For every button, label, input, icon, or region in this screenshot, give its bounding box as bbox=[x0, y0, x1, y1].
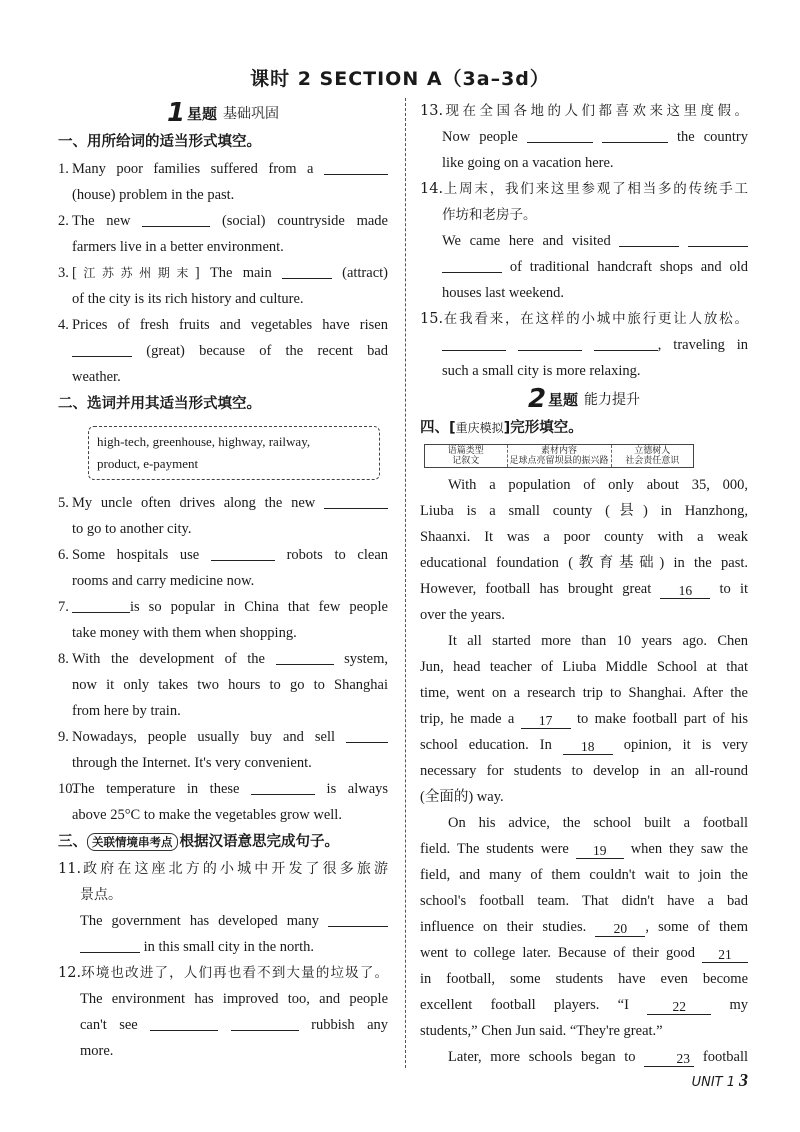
q11-text: The government has developed many bbox=[80, 913, 319, 929]
column-divider bbox=[405, 98, 406, 1068]
q12-num: 12. bbox=[58, 965, 82, 981]
meta-type bbox=[425, 445, 508, 467]
passage-line bbox=[420, 836, 748, 862]
q4-line2 bbox=[58, 338, 388, 364]
answer-blank[interactable] bbox=[231, 1015, 299, 1031]
q1-line2 bbox=[58, 182, 388, 208]
cloze-blank-18[interactable]: 18 bbox=[563, 739, 613, 755]
passage-text: excellent football players. “I bbox=[420, 997, 629, 1013]
q12-line2: The environment has improved too, and people bbox=[80, 991, 388, 1007]
q15-line2 bbox=[420, 332, 748, 358]
passage-line: students,” Chen Jun said. “They're great.” bbox=[420, 1023, 663, 1039]
passage-line bbox=[420, 732, 748, 758]
q7-line1 bbox=[58, 594, 388, 620]
q11-line4 bbox=[58, 934, 388, 960]
passage-text: trip, he made a bbox=[420, 711, 515, 727]
passage-line: in football, some students have even become bbox=[420, 971, 748, 987]
q4-hint: (great) bbox=[146, 343, 185, 359]
q1-text: Many poor families suffered from a bbox=[72, 161, 314, 177]
answer-blank[interactable] bbox=[282, 263, 332, 279]
q5-line1 bbox=[58, 490, 388, 516]
q11-line1 bbox=[58, 856, 388, 882]
q8-num: 8. bbox=[58, 651, 69, 667]
cloze-blank-20[interactable]: 20 bbox=[595, 921, 645, 937]
answer-blank[interactable] bbox=[442, 335, 506, 351]
context-tag: 关联情境串考点 bbox=[87, 833, 178, 851]
passage-line: With a population of only about 35, 000, bbox=[448, 477, 748, 493]
q7-text: is so popular in China that few people bbox=[130, 599, 388, 615]
q11-text-b: in this small city in the north. bbox=[143, 939, 314, 955]
cloze-blank-16[interactable]: 16 bbox=[660, 583, 710, 599]
passage-line: necessary for students to develop in an all-round bbox=[420, 763, 748, 779]
meta-label: 素材内容 bbox=[541, 446, 578, 456]
q7-line2: take money with them when shopping. bbox=[72, 625, 297, 641]
q13-num: 13. bbox=[420, 103, 444, 119]
meta-value: 社会责任意识 bbox=[625, 456, 680, 466]
q14-chinese: 上周末，我们来这里参观了相当多的传统手工 bbox=[442, 181, 748, 197]
q14-text-b: of traditional handcraft shops and old bbox=[509, 259, 749, 275]
passage-text: my bbox=[729, 997, 749, 1013]
passage-line: (全面的) way. bbox=[420, 789, 504, 805]
word-bank-line1: high-tech, greenhouse, highway, railway, bbox=[97, 434, 311, 449]
q15-num: 15. bbox=[420, 311, 444, 327]
left-column bbox=[58, 98, 388, 1064]
q4-line1 bbox=[58, 312, 388, 338]
answer-blank[interactable] bbox=[276, 649, 334, 665]
q14-text: We came here and visited bbox=[442, 233, 611, 249]
q10-text: The temperature in these bbox=[72, 781, 240, 797]
star-number: 2 bbox=[527, 384, 547, 414]
unit-label: UNIT 1 bbox=[691, 1075, 735, 1090]
q2-text: The new bbox=[72, 213, 131, 229]
q12-text-c: rubbish any bbox=[311, 1017, 389, 1033]
passage-text: when they saw the bbox=[630, 841, 749, 857]
q15-line3: such a small city is more relaxing. bbox=[442, 363, 641, 379]
meta-value-type bbox=[612, 445, 694, 467]
q12-line3 bbox=[58, 1012, 388, 1038]
q8-text: With the development of the bbox=[72, 651, 265, 667]
q11-line3 bbox=[58, 908, 388, 934]
section-heading-3 bbox=[58, 828, 388, 856]
q8-line3: from here by train. bbox=[72, 703, 181, 719]
q13-line1 bbox=[420, 98, 748, 124]
star-sub: 能力提升 bbox=[584, 392, 641, 408]
q2-text-b: countryside made bbox=[277, 213, 388, 229]
q5-line2: to go to another city. bbox=[72, 521, 192, 537]
q7-num: 7. bbox=[58, 599, 69, 615]
q15-line1 bbox=[420, 306, 748, 332]
section-heading-2: 二、选词并用其适当形式填空。 bbox=[58, 396, 261, 412]
section-title: 根据汉语意思完成句子。 bbox=[179, 834, 339, 850]
answer-blank[interactable] bbox=[518, 335, 582, 351]
answer-blank[interactable] bbox=[211, 545, 275, 561]
passage-line bbox=[420, 706, 748, 732]
passage-text: Later, more schools began to bbox=[448, 1049, 636, 1065]
section-heading-1: 一、用所给词的适当形式填空。 bbox=[58, 134, 261, 150]
q15-text: , traveling in bbox=[657, 337, 748, 353]
passage-line: educational foundation (教育基础) in the past. bbox=[420, 555, 748, 571]
passage-line bbox=[420, 940, 748, 966]
answer-blank[interactable] bbox=[688, 231, 748, 247]
passage-text: field. The students were bbox=[420, 841, 569, 857]
passage-text: However, football has brought great bbox=[420, 581, 652, 597]
cloze-blank-21[interactable]: 21 bbox=[702, 947, 748, 963]
q6-text: Some hospitals use bbox=[72, 547, 200, 563]
answer-blank[interactable] bbox=[328, 911, 388, 927]
answer-blank[interactable] bbox=[150, 1015, 218, 1031]
section-title: 完形填空。 bbox=[510, 420, 583, 436]
q6-num: 6. bbox=[58, 547, 69, 563]
q12-line1 bbox=[58, 960, 388, 986]
answer-blank[interactable] bbox=[72, 341, 132, 357]
q5-num: 5. bbox=[58, 495, 69, 511]
star-level-2-heading bbox=[420, 384, 748, 414]
answer-blank[interactable] bbox=[142, 211, 210, 227]
q9-line1 bbox=[58, 724, 388, 750]
q1-line1 bbox=[58, 156, 388, 182]
passage-line: school's football team. That didn't have a bad bbox=[420, 893, 748, 909]
q11-line2: 景点。 bbox=[80, 887, 122, 903]
passage-meta-table bbox=[424, 444, 694, 468]
q14-line2: 作坊和老房子。 bbox=[442, 207, 537, 223]
passage-line: Shaanxi. It was a poor county with a weak bbox=[420, 529, 748, 545]
passage-text: went to college later. Because of their good bbox=[420, 945, 695, 961]
answer-blank[interactable] bbox=[527, 127, 593, 143]
star-label: 星题 bbox=[187, 104, 218, 123]
q13-line3: like going on a vacation here. bbox=[442, 155, 614, 171]
page-title: 课时 2 SECTION A（3a–3d） bbox=[250, 68, 550, 90]
q1-num: 1. bbox=[58, 161, 69, 177]
q6-line2: rooms and carry medicine now. bbox=[72, 573, 255, 589]
q12-text-b: can't see bbox=[80, 1017, 138, 1033]
q13-chinese: 现在全国各地的人们都喜欢来这里度假。 bbox=[442, 103, 748, 119]
q8-line2: now it only takes two hours to go to Shanghai bbox=[72, 677, 388, 693]
page-footer bbox=[692, 1070, 748, 1091]
q14-line3 bbox=[420, 228, 748, 254]
passage-line bbox=[420, 992, 748, 1018]
section-prefix: 三、 bbox=[58, 834, 87, 850]
q4-text-b: because of the recent bad bbox=[199, 343, 389, 359]
q12-line4: more. bbox=[80, 1043, 114, 1059]
star-number: 1 bbox=[166, 98, 186, 128]
q9-text: Nowadays, people usually buy and sell bbox=[72, 729, 336, 745]
q13-text-b: the country bbox=[676, 129, 749, 145]
q10-num: 10. bbox=[58, 781, 77, 797]
star-label: 星题 bbox=[548, 390, 579, 409]
q14-num: 14. bbox=[420, 181, 444, 197]
q10-line1 bbox=[58, 776, 388, 802]
meta-content bbox=[508, 445, 612, 467]
section-heading-4: 四、[重庆模拟]完形填空。 bbox=[420, 420, 583, 436]
passage-line: time, went on a research trip to Shanghai. After the bbox=[420, 685, 748, 701]
q6-text-b: robots to clean bbox=[286, 547, 389, 563]
q15-chinese: 在我看来，在这样的小城中旅行更让人放松。 bbox=[442, 311, 748, 327]
passage-line: field, and many of them couldn't wait to join the bbox=[420, 867, 748, 883]
q1-text2: problem in the past. bbox=[119, 187, 235, 203]
meta-label: 立德树人 bbox=[634, 446, 671, 456]
q4-num: 4. bbox=[58, 317, 69, 333]
cloze-blank-22[interactable]: 22 bbox=[647, 999, 711, 1015]
q6-line1 bbox=[58, 542, 388, 568]
passage-text: influence on their studies. bbox=[420, 919, 587, 935]
right-column bbox=[420, 98, 748, 1070]
star-sub: 基础巩固 bbox=[223, 106, 280, 122]
answer-blank[interactable] bbox=[442, 257, 502, 273]
q13-text: Now people bbox=[442, 129, 518, 145]
passage-text: opinion, it is very bbox=[623, 737, 748, 753]
q2-hint: (social) bbox=[221, 213, 266, 229]
q14-line4 bbox=[420, 254, 748, 280]
q4-line3: weather. bbox=[72, 369, 121, 385]
passage-line: Jun, head teacher of Liuba Middle School at that bbox=[420, 659, 748, 675]
passage-line bbox=[420, 576, 748, 602]
answer-blank[interactable] bbox=[602, 127, 668, 143]
word-bank-line2: product, e-payment bbox=[97, 456, 199, 471]
passage-text: , some of them bbox=[645, 919, 748, 935]
passage-text: school education. In bbox=[420, 737, 552, 753]
q3-hint: (attract) bbox=[342, 265, 388, 281]
passage-text: to make football part of his bbox=[576, 711, 748, 727]
q3-line2: of the city is its rich history and culture. bbox=[72, 291, 304, 307]
q8-line1 bbox=[58, 646, 388, 672]
passage-line: over the years. bbox=[420, 607, 505, 623]
q1-hint: (house) bbox=[72, 187, 116, 203]
star-level-1-heading bbox=[58, 98, 388, 128]
q12-chinese: 环境也改进了，人们再也看不到大量的垃圾了。 bbox=[80, 965, 388, 981]
q10-line2: above 25°C to make the vegetables grow well. bbox=[72, 807, 342, 823]
q9-line2: through the Internet. It's very convenient. bbox=[72, 755, 312, 771]
cloze-blank-19[interactable]: 19 bbox=[576, 843, 624, 859]
q3-num: 3. bbox=[58, 265, 69, 281]
page-number: 3 bbox=[739, 1070, 748, 1090]
answer-blank[interactable] bbox=[594, 335, 658, 351]
q2-line2: farmers live in a better environment. bbox=[72, 239, 284, 255]
meta-label: 语篇类型 bbox=[447, 446, 484, 456]
answer-blank[interactable] bbox=[619, 231, 679, 247]
q10-text-b: is always bbox=[326, 781, 389, 797]
answer-blank[interactable] bbox=[346, 727, 388, 743]
cloze-blank-17[interactable]: 17 bbox=[521, 713, 571, 729]
q11-num: 11. bbox=[58, 861, 82, 877]
q8-text-b: system, bbox=[344, 651, 388, 667]
meta-value: 足球点亮留坝县的振兴路 bbox=[509, 456, 609, 466]
q11-chinese: 政府在这座北方的小城中开发了很多旅游 bbox=[80, 861, 388, 877]
q5-text: My uncle often drives along the new bbox=[72, 495, 316, 511]
answer-blank[interactable] bbox=[72, 597, 130, 613]
passage-line bbox=[420, 914, 748, 940]
q14-line1 bbox=[420, 176, 748, 202]
cloze-blank-23[interactable]: 23 bbox=[644, 1051, 694, 1067]
answer-blank[interactable] bbox=[251, 779, 315, 795]
passage-text: football bbox=[702, 1049, 749, 1065]
passage-line: It all started more than 10 years ago. Chen bbox=[448, 633, 748, 649]
passage-line: On his advice, the school built a football bbox=[448, 815, 748, 831]
meta-value: 记叙文 bbox=[452, 456, 480, 466]
q3-text: The main bbox=[209, 265, 272, 281]
source-tag: 重庆模拟 bbox=[455, 421, 504, 435]
q4-text: Prices of fresh fruits and vegetables have risen bbox=[72, 317, 388, 333]
q2-line1 bbox=[58, 208, 388, 234]
section-prefix: 四、 bbox=[420, 420, 449, 436]
source-tag: 江苏苏州期末 bbox=[76, 266, 195, 280]
word-bank-box bbox=[88, 426, 380, 480]
answer-blank[interactable] bbox=[324, 159, 388, 175]
q13-line2 bbox=[420, 124, 748, 150]
answer-blank[interactable] bbox=[324, 493, 388, 509]
passage-text: to it bbox=[719, 581, 749, 597]
q2-num: 2. bbox=[58, 213, 69, 229]
passage-line: Liuba is a small county (县) in Hanzhong, bbox=[420, 503, 748, 519]
passage-line bbox=[420, 1044, 748, 1070]
answer-blank[interactable] bbox=[80, 937, 140, 953]
q14-line5: houses last weekend. bbox=[442, 285, 565, 301]
q9-num: 9. bbox=[58, 729, 69, 745]
q3-line1: 3. [江苏苏州期末] The main (attract) bbox=[58, 260, 388, 286]
